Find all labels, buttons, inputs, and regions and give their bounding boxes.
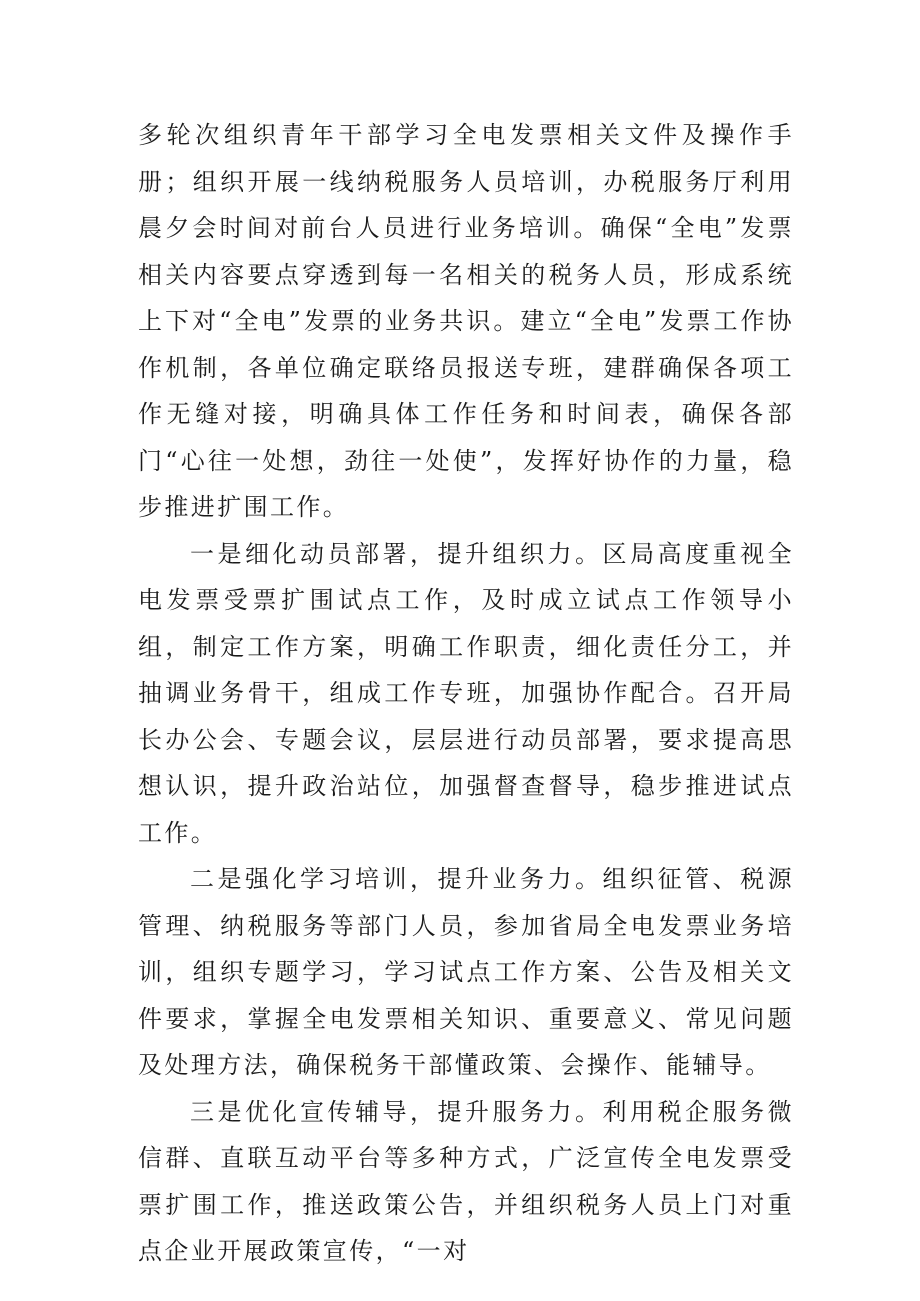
paragraph-publicity: 三是优化宣传辅导，提升服务力。利用税企服务微信群、直联互动平台等多种方式，广泛宣传全电发票受票扩围工作，推送政策公告，并组织税务人员上门对重点企业开展政策宣传，“一对 — [138, 1097, 794, 1265]
document-body — [138, 112, 794, 1275]
paragraph-training: 二是强化学习培训，提升业务力。组织征管、税源管理、纳税服务等部门人员，参加省局全电发票业务培训，组织专题学习，学习试点工作方案、公告及相关文件要求，掌握全电发票相关知识、重要意义、常见问题及处理方法，确保税务干部懂政策、会操作、能辅导。 — [138, 865, 794, 1079]
paragraph-continued: 多轮次组织青年干部学习全电发票相关文件及操作手册；组织开展一线纳税服务人员培训，办税服务厅利用晨夕会时间对前台人员进行业务培训。确保“全电”发票相关内容要点穿透到每一名相关的税务人员，形成系统上下对“全电”发票的业务共识。建立“全电”发票工作协作机制，各单位确定联络员报送专班，建群确保各项工作无缝对接，明确具体工作任务和时间表，确保各部门“心往一处想，劲往一处使”，发挥好协作的力量，稳步推进扩围工作。 — [138, 121, 794, 521]
paragraph-organization: 一是细化动员部署，提升组织力。区局高度重视全电发票受票扩围试点工作，及时成立试点工作领导小组，制定工作方案，明确工作职责，细化责任分工，并抽调业务骨干，组成工作专班，加强协作配合。召开局长办公会、专题会议，层层进行动员部署，要求提高思想认识，提升政治站位，加强督查督导，稳步推进试点工作。 — [138, 539, 794, 847]
